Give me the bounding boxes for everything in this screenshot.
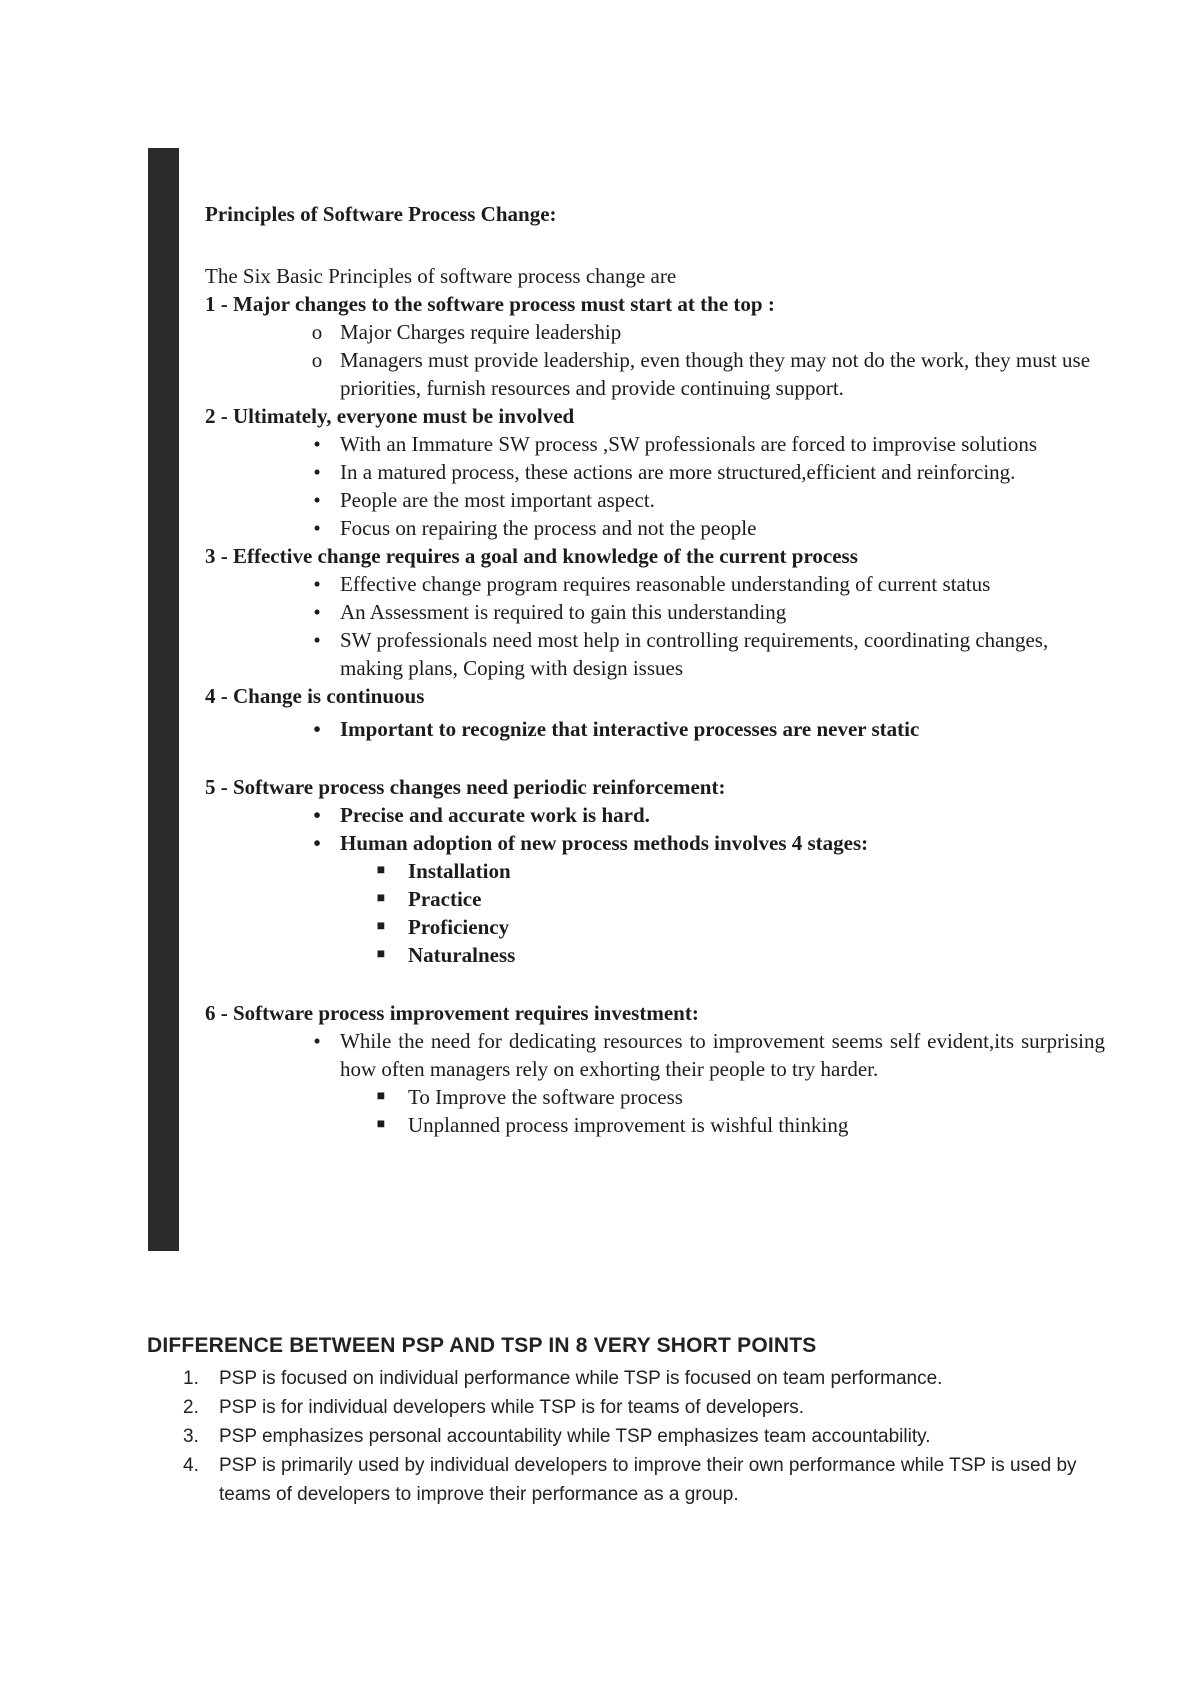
psp-tsp-section [147, 1334, 1097, 1509]
principle-4-list [205, 715, 1105, 743]
principle-1-list [205, 318, 1105, 402]
list-item: 4. PSP is primarily used by individual developers to improve their own performance while TSP is used by teams of developers to improve their performance as a group. [183, 1455, 1077, 1505]
left-margin-bar [148, 148, 179, 1251]
list-item: • While the need for dedicating resources to improvement seems self evident,its surprising how often managers rely on exhorting their people to try harder. ■ To Improve the software process ■ Unplanned process improvement is wishful thinking [205, 1027, 1105, 1139]
list-item: ■ To Improve the software process [376, 1085, 683, 1109]
list-item: ■ Unplanned process improvement is wishful thinking [376, 1113, 849, 1137]
principle-5-list [205, 801, 1105, 969]
notes-title: Principles of Software Process Change: [205, 202, 557, 226]
list-item: 2. PSP is for individual developers while TSP is for teams of developers. [183, 1397, 805, 1418]
list-item: • People are the most important aspect. [313, 488, 655, 512]
list-item: o Managers must provide leadership, even though they may not do the work, they must use priorities, furnish resources and provide continuing support. [311, 348, 1091, 400]
list-item: ■ Proficiency [376, 915, 510, 939]
list-item: • Important to recognize that interactive processes are never static [313, 717, 920, 741]
psp-tsp-heading: DIFFERENCE BETWEEN PSP AND TSP IN 8 VERY SHORT POINTS [147, 1334, 817, 1357]
list-item: • Effective change program requires reasonable understanding of current status [313, 572, 991, 596]
principle-2-heading: 2 - Ultimately, everyone must be involved [205, 404, 575, 428]
list-item: • An Assessment is required to gain this understanding [313, 600, 787, 624]
list-item: ■ Installation [376, 859, 511, 883]
stages-list [340, 857, 1105, 969]
principle-1-heading: 1 - Major changes to the software process must start at the top : [205, 292, 775, 316]
list-item: • In a matured process, these actions are more structured,efficient and reinforcing. [313, 460, 1016, 484]
list-item: 3. PSP emphasizes personal accountability while TSP emphasizes team accountability. [183, 1426, 931, 1447]
psp-tsp-points [147, 1364, 1097, 1509]
principle-3-heading: 3 - Effective change requires a goal and knowledge of the current process [205, 544, 858, 568]
principle-5-heading: 5 - Software process changes need periodic reinforcement: [205, 775, 726, 799]
list-item: ■ Practice [376, 887, 482, 911]
principle-6-heading: 6 - Software process improvement requires investment: [205, 1001, 699, 1025]
list-item: • SW professionals need most help in controlling requirements, coordinating changes, making plans, Coping with design issues [313, 628, 1049, 680]
principle-3-list [205, 570, 1105, 682]
list-item: • Focus on repairing the process and not the people [313, 516, 757, 540]
principle-4-heading: 4 - Change is continuous [205, 684, 425, 708]
list-item: • With an Immature SW process ,SW professionals are forced to improvise solutions [313, 432, 1038, 456]
principle-6-list [205, 1027, 1105, 1139]
notes-intro: The Six Basic Principles of software process change are [205, 264, 677, 288]
principle-2-list [205, 430, 1105, 542]
list-item: ■ Naturalness [376, 943, 516, 967]
list-item: o Major Charges require leadership [311, 320, 622, 344]
list-item: • Human adoption of new process methods involves 4 stages: ■ Installation ■ Practice ■ Proficiency ■ Naturalness [205, 829, 1105, 969]
list-item: • Precise and accurate work is hard. [313, 803, 650, 827]
investment-sublist [340, 1083, 1105, 1139]
list-item: 1. PSP is focused on individual performance while TSP is focused on team performance. [183, 1368, 943, 1389]
scanned-notes [205, 200, 1105, 1139]
